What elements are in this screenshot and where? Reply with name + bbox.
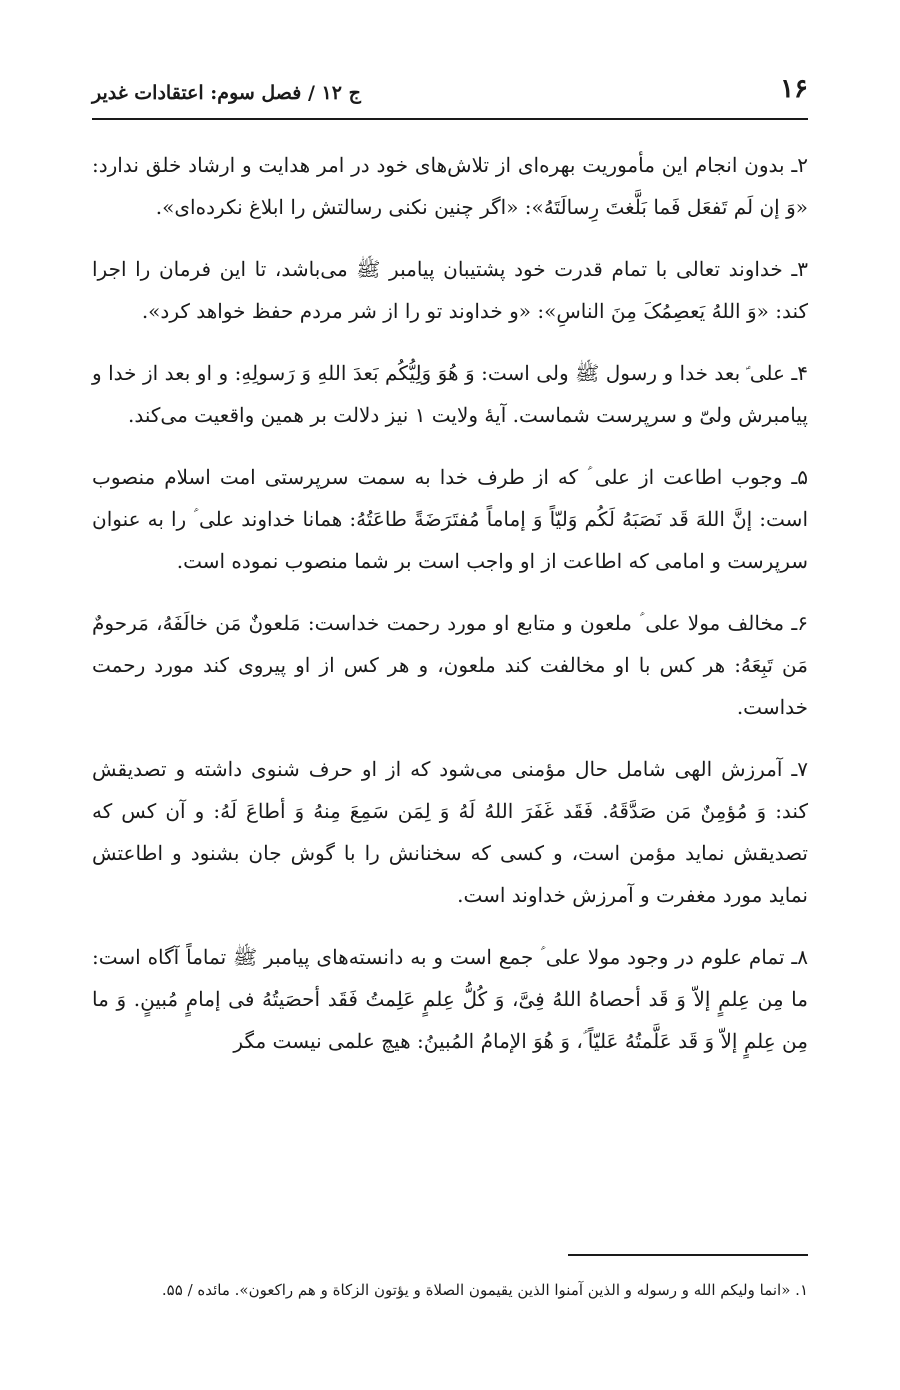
paragraph-7: ۷ـ آمرزش الهی شامل حال مؤمنی می‌شود که از او حرف شنوی داشته و تصدیقش کند: وَ مُؤمِنٌ مَن صَدَّقَهُ. فَقَد غَفَرَ اللهُ لَهُ وَ لِمَن سَمِعَ مِنهُ وَ أطاعَ لَهُ: و آن کس که تصدیقش نماید مؤمن است، و کسی که سخنانش را با گوش جان بشنود و اطاعتش نماید مورد مغفرت و آمرزش خداوند است.: [92, 757, 808, 907]
running-title: ج ۱۲ / فصل سوم: اعتقادات غدیر: [92, 82, 361, 104]
page-number: ۱۶: [780, 74, 808, 104]
paragraph-2: ۲ـ بدون انجام این مأموریت بهره‌ای از تلاش‌های خود در امر هدایت و ارشاد خلق ندارد: «وَ إن لَم تَفعَل فَما بَلَّغتَ رِسالَتَهُ»: «اگر چنین نکنی رسالتش را ابلاغ نکرده‌ای».: [92, 153, 808, 219]
page-header: [92, 68, 808, 118]
paragraph-4: ۴ـ علی ؑ بعد خدا و رسول ﷺ ولی است: وَ هُوَ وَلِیُّکُم بَعدَ اللهِ وَ رَسولِهِ: و او بعد از خدا و پیامبرش ولیّ و سرپرست شماست. آیهٔ ولایت ۱ نیز دلالت بر همین واقعیت می‌کند.: [92, 361, 808, 427]
footnote-divider: [568, 1254, 808, 1256]
paragraph-3: ۳ـ خداوند تعالی با تمام قدرت خود پشتیبان پیامبر ﷺ می‌باشد، تا این فرمان را اجرا کند: «وَ اللهُ یَعصِمُکَ مِنَ الناسِ»: «و خداوند تو را از شر مردم حفظ خواهد کرد».: [92, 257, 808, 323]
paragraph-5: ۵ـ وجوب اطاعت از علی ؑ که از طرف خدا به سمت سرپرستی امت اسلام منصوب است: إنَّ اللهَ قَد نَصَبَهُ لَکُم وَلیّاً وَ إماماً مُفتَرَضَةً طاعَتُهُ: همانا خداوند علی ؑ را به عنوان سرپرست و امامی که اطاعت از او واجب است بر شما منصوب نموده است.: [92, 465, 808, 573]
header-divider: [92, 118, 808, 120]
main-text: [92, 144, 808, 1082]
paragraph-8: ۸ـ تمام علوم در وجود مولا علی ؑ جمع است و به دانسته‌های پیامبر ﷺ تماماً آگاه است: ما مِن عِلمٍ إلاّ وَ قَد أحصاهُ اللهُ فِیَّ، وَ کُلُّ عِلمٍ عَلِمتُ فَقَد أحصَیتُهُ فی إمامٍ مُبینٍ. وَ ما مِن عِلمٍ إلاّ وَ قَد عَلَّمتُهُ عَلیّاً ؑ، وَ هُوَ الإمامُ المُبینُ: هیچ علمی نیست مگر: [92, 945, 808, 1053]
paragraph-6: ۶ـ مخالف مولا علی ؑ ملعون و متابع او مورد رحمت خداست: مَلعونٌ مَن خالَفَهُ، مَرحومٌ مَن تَبِعَهُ: هر کس با او مخالفت کند ملعون، و هر کس از او پیروی کند مورد رحمت خداست.: [92, 611, 808, 719]
footnote: ۱. «انما ولیکم الله و رسوله و الذین آمنوا الذین یقیمون الصلاة و یؤتون الزکاة و هم راکعون». مائده / ۵۵.: [161, 1281, 808, 1299]
